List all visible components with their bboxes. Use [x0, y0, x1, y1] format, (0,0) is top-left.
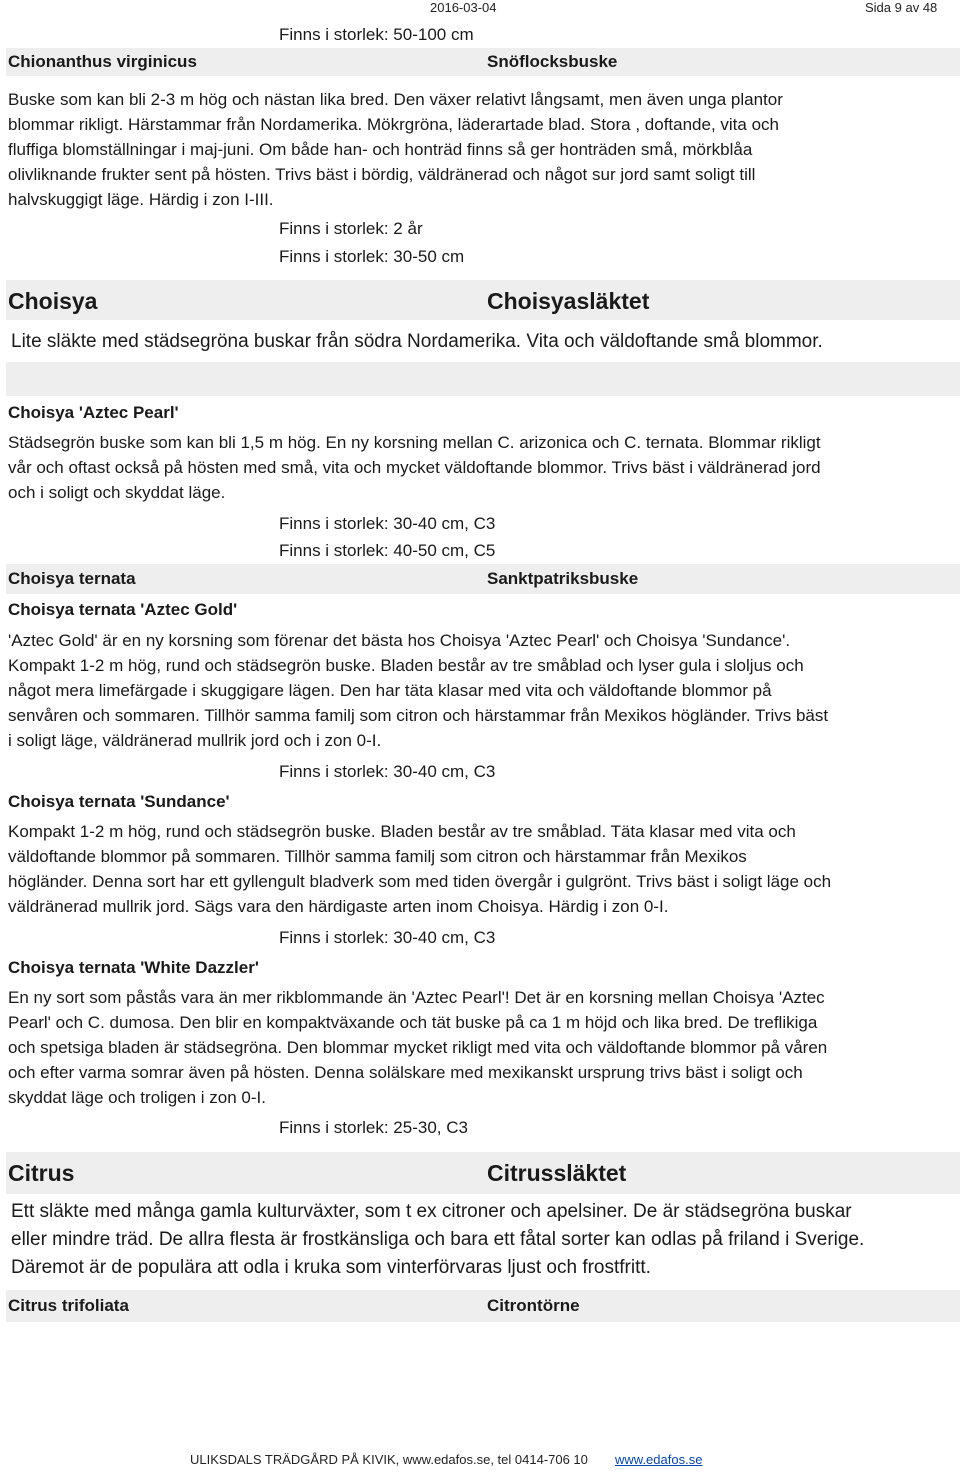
description-line: halvskuggigt läge. Härdig i zon I-III. — [8, 190, 274, 209]
page-number: Sida 9 av 48 — [865, 0, 938, 15]
description-line: högländer. Denna sort har ett gyllengult bladverk som med tiden övergår i gulgrönt. Trivs bäst i soligt läge och — [8, 872, 832, 891]
description-line: i soligt läge, väldränerad mullrik jord och i zon 0-I. — [8, 731, 382, 750]
description-line: En ny sort som påstås vara än mer rikblommande än 'Aztec Pearl'! Det är en korsning mellan Choisya 'Aztec — [8, 988, 825, 1007]
description-line: något mera limefärgade i skuggigare lägen. Den har täta klasar med vita och väldoftande blommor på — [8, 681, 772, 700]
footer-text: ULIKSDALS TRÄDGÅRD PÅ KIVIK, www.edafos.se, tel 0414-706 10 — [190, 1452, 588, 1467]
size-line: Finns i storlek: 25-30, C3 — [279, 1118, 468, 1137]
size-line: Finns i storlek: 30-50 cm — [279, 247, 465, 266]
species-latin-name: Citrus trifoliata — [8, 1296, 129, 1315]
description-line: skyddat läge och troligen i zon 0-I. — [8, 1088, 266, 1107]
footer-link[interactable]: www.edafos.se — [615, 1452, 703, 1467]
description-line: och spetsiga bladen är städsegröna. Den blommar mycket rikligt med vita och väldoftande blommor på våren — [8, 1038, 828, 1057]
description-line: fluffiga blomställningar i maj-juni. Om både han- och honträd finns så ger honträden små, mörkblåa — [8, 140, 753, 159]
species-swedish-name: Sanktpatriksbuske — [487, 569, 639, 588]
description-line: senvåren och sommaren. Tillhör samma familj som citron och härstammar från Mexikos högländer. Trivs bäst — [8, 706, 829, 725]
cultivar-description — [8, 430, 953, 505]
genus-latin-name: Citrus — [8, 1160, 75, 1186]
genus-swedish-name: Citrussläktet — [487, 1160, 627, 1186]
spacer-band — [6, 362, 960, 396]
genus-latin-name: Choisya — [8, 288, 98, 314]
cultivar-description — [8, 985, 953, 1110]
description-line: Däremot är de populära att odla i kruka som vinterförvaras ljust och frostfritt. — [11, 1257, 651, 1278]
size-line: Finns i storlek: 30-40 cm, C3 — [279, 514, 496, 533]
description-line: och i soligt och skyddat läge. — [8, 483, 226, 502]
genus-description — [11, 1198, 956, 1282]
description-line: Städsegrön buske som kan bli 1,5 m hög. En ny korsning mellan C. arizonica och C. ternata. Blommar rikligt — [8, 433, 821, 452]
genus-swedish-name: Choisyasläktet — [487, 288, 650, 314]
size-line: Finns i storlek: 30-40 cm, C3 — [279, 928, 496, 947]
print-date: 2016-03-04 — [430, 0, 497, 15]
heading-band — [6, 1290, 960, 1322]
size-line: Finns i storlek: 40-50 cm, C5 — [279, 541, 496, 560]
description-line: väldoftande blommor på sommaren. Tillhör samma familj som citron och härstammar från Mexikos — [8, 847, 747, 866]
description-line: eller mindre träd. De allra flesta är frostkänsliga och bara ett fåtal sorter kan odlas på friland i Sverige. — [11, 1229, 865, 1250]
species-latin-name: Chionanthus virginicus — [8, 52, 197, 71]
description-line: vår och oftast också på hösten med små, vita och mycket väldoftande blommor. Trivs bäst i väldränerad jord — [8, 458, 821, 477]
cultivar-description — [8, 819, 953, 919]
size-line: Finns i storlek: 2 år — [279, 219, 423, 238]
genus-heading-band — [6, 1152, 960, 1194]
description-line: Kompakt 1-2 m hög, rund och städsegrön buske. Bladen består av tre småblad och lyser gula i sloljus och — [8, 656, 804, 675]
heading-band — [6, 564, 960, 594]
description-line: olivliknande frukter sent på hösten. Trivs bäst i bördig, väldränerad och något sur jord samt soligt till — [8, 165, 756, 184]
species-latin-name: Choisya ternata — [8, 569, 136, 588]
description-line: Buske som kan bli 2-3 m hög och nästan lika bred. Den växer relativt långsamt, men även unga plantor — [8, 90, 783, 109]
description-line: Kompakt 1-2 m hög, rund och städsegrön buske. Bladen består av tre småblad. Täta klasar med vita och — [8, 822, 796, 841]
description-line: 'Aztec Gold' är en ny korsning som förenar det bästa hos Choisya 'Aztec Pearl' och Choisya 'Sundance'. — [8, 631, 791, 650]
cultivar-name: Choisya ternata 'White Dazzler' — [8, 958, 259, 977]
cultivar-description — [8, 628, 953, 753]
species-description — [8, 87, 953, 212]
description-line: och efter varma somrar även på hösten. Denna solälskare med mexikanskt ursprung trivs bäst i soligt och — [8, 1063, 803, 1082]
species-swedish-name: Citrontörne — [487, 1296, 580, 1315]
description-line: blommar rikligt. Härstammar från Nordamerika. Mökrgröna, läderartade blad. Stora , doftande, vita och — [8, 115, 779, 134]
cultivar-name: Choisya ternata 'Sundance' — [8, 792, 230, 811]
cultivar-name: Choisya 'Aztec Pearl' — [8, 403, 179, 422]
cultivar-name: Choisya ternata 'Aztec Gold' — [8, 600, 238, 619]
description-line: Ett släkte med många gamla kulturväxter, som t ex citroner och apelsiner. De är städsegröna buskar — [11, 1201, 852, 1222]
size-line: Finns i storlek: 50-100 cm — [279, 25, 474, 44]
genus-description: Lite släkte med städsegröna buskar från södra Nordamerika. Vita och väldoftande små blommor. — [11, 331, 823, 352]
description-line: väldränerad mullrik jord. Sägs vara den härdigaste arten inom Choisya. Härdig i zon 0-I. — [8, 897, 669, 916]
description-line: Pearl' och C. dumosa. Den blir en kompaktväxande och tät buske på ca 1 m höjd och lika bred. De treflikiga — [8, 1013, 818, 1032]
species-swedish-name: Snöflocksbuske — [487, 52, 618, 71]
genus-heading-band — [6, 280, 960, 320]
size-line: Finns i storlek: 30-40 cm, C3 — [279, 762, 496, 781]
